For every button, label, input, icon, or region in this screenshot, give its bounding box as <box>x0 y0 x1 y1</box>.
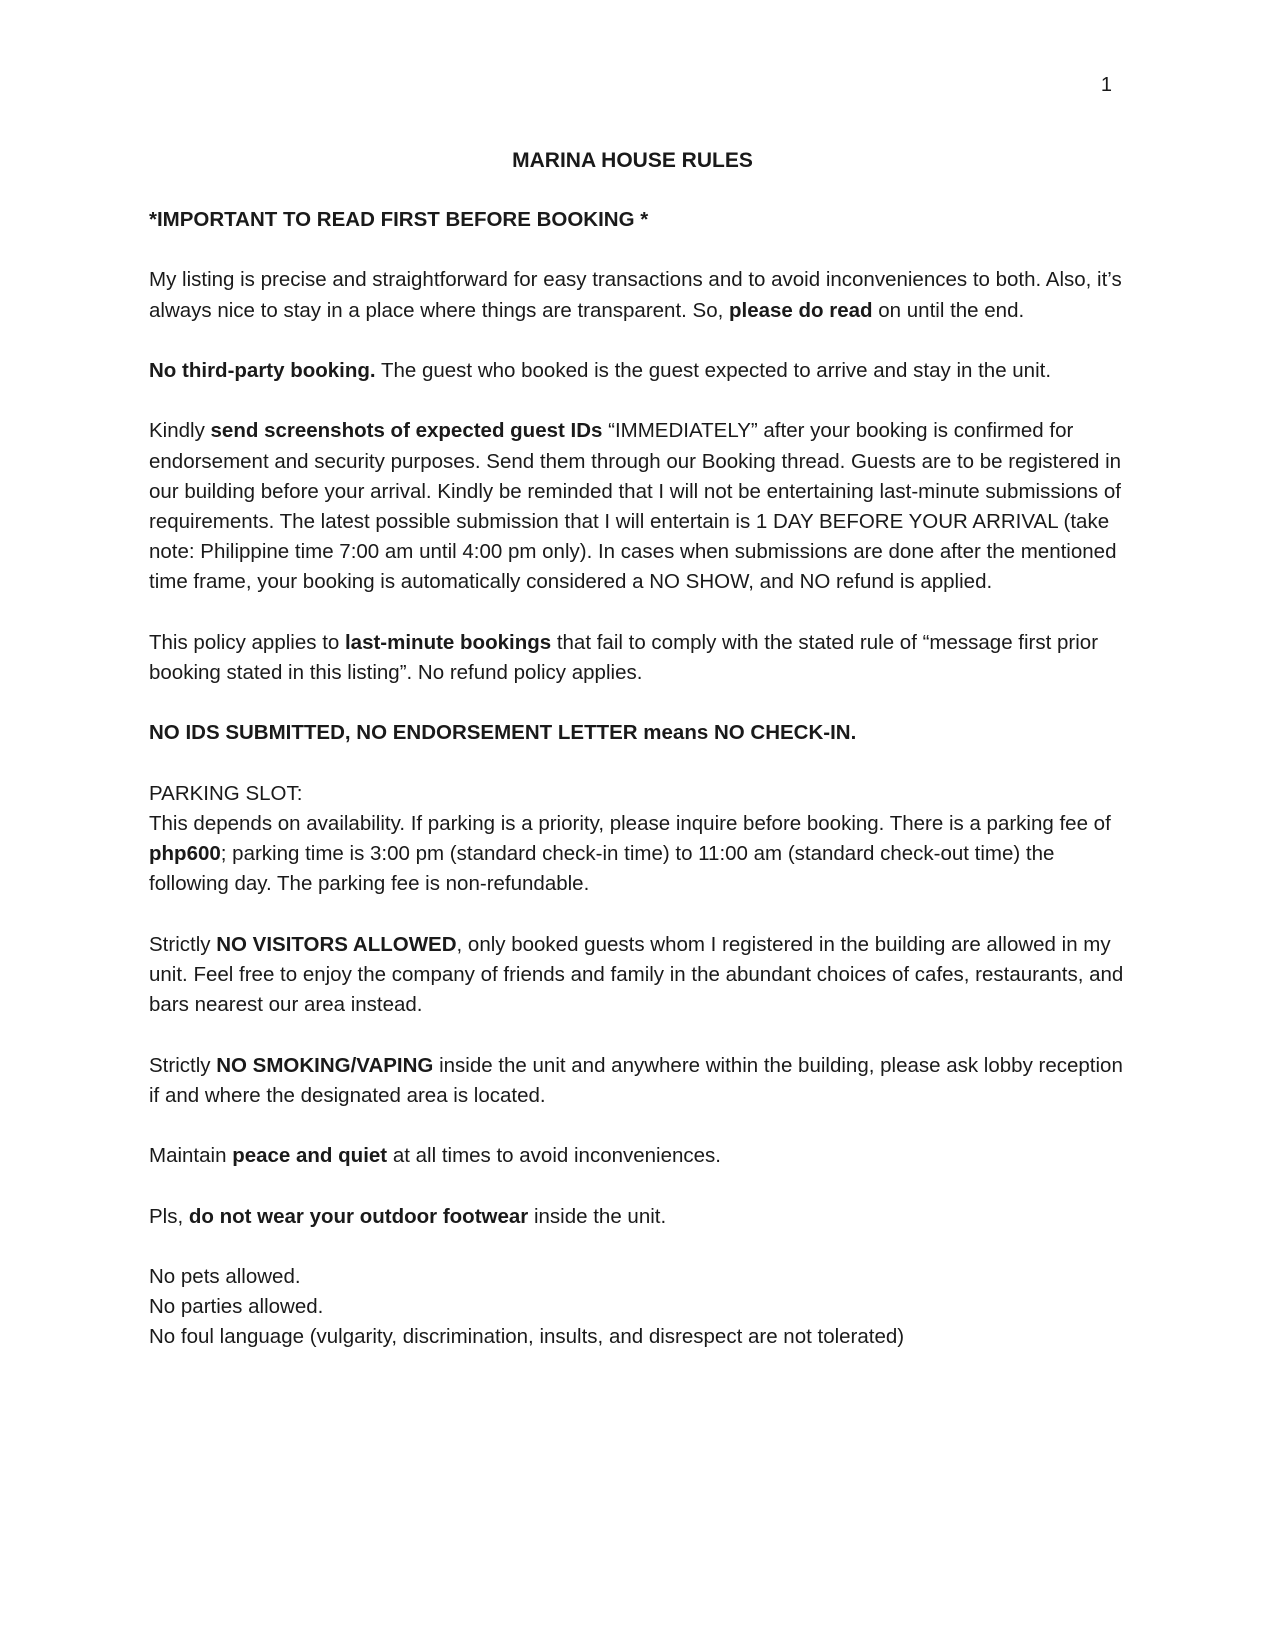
rule-no-parties: No parties allowed. <box>149 1295 324 1319</box>
smoking-paragraph: Strictly NO SMOKING/VAPING inside the unit and anywhere within the building, please ask lobby reception if and where the designated area is located. <box>149 1053 1123 1107</box>
important-notice-text: *IMPORTANT TO READ FIRST BEFORE BOOKING * <box>149 208 649 231</box>
footwear-paragraph: Pls, do not wear your outdoor footwear inside the unit. <box>149 1204 667 1228</box>
document-title: MARINA HOUSE RULES <box>512 149 753 172</box>
parking-paragraph: This depends on availability. If parking is a priority, please inquire before booking. There is a parking fee of php600; parking time is 3:00 pm (standard check-in time) to 11:00 am (standard check-out time) the following day. The parking fee is non-refundable. <box>149 811 1111 896</box>
rule-no-pets: No pets allowed. <box>149 1264 301 1288</box>
visitors-paragraph: Strictly NO VISITORS ALLOWED, only booked guests whom I registered in the building are allowed in my unit. Feel free to enjoy the company of friends and family in the abundant choices of cafes, restaurants, and bars nearest our area instead. <box>149 932 1124 1017</box>
parking-heading: PARKING SLOT: <box>149 781 303 805</box>
third-party-paragraph: No third-party booking. The guest who booked is the guest expected to arrive and stay in the unit. <box>149 358 1052 382</box>
guest-ids-paragraph: Kindly send screenshots of expected guest IDs “IMMEDIATELY” after your booking is confirmed for endorsement and security purposes. Send them through our Booking thread. Guests are to be registered in our building before your arrival. Kindly be reminded that I will not be entertaining last-minute submissions of requirements. The latest possible submission that I will entertain is 1 DAY BEFORE YOUR ARRIVAL (take note: Philippine time 7:00 am until 4:00 pm only). In cases when submissions are done after the mentioned time frame, your booking is automatically considered a NO SHOW, and NO refund is applied. <box>149 419 1122 594</box>
important-notice <box>149 205 1134 235</box>
last-minute-paragraph: This policy applies to last-minute bookings that fail to comply with the stated rule of “message first prior booking stated in this listing”. No refund policy applies. <box>149 630 1099 684</box>
no-ids-paragraph: NO IDS SUBMITTED, NO ENDORSEMENT LETTER means NO CHECK-IN. <box>149 721 857 745</box>
quiet-paragraph: Maintain peace and quiet at all times to avoid inconveniences. <box>149 1144 722 1168</box>
rule-no-foul-language: No foul language (vulgarity, discrimination, insults, and disrespect are not tolerated) <box>149 1325 905 1349</box>
document-body <box>149 205 1134 1353</box>
page-number: 1 <box>1100 74 1112 96</box>
intro-paragraph: My listing is precise and straightforward for easy transactions and to avoid inconveniences to both. Also, it’s always nice to stay in a place where things are transparent. So, please do read on until the end. <box>149 268 1122 322</box>
